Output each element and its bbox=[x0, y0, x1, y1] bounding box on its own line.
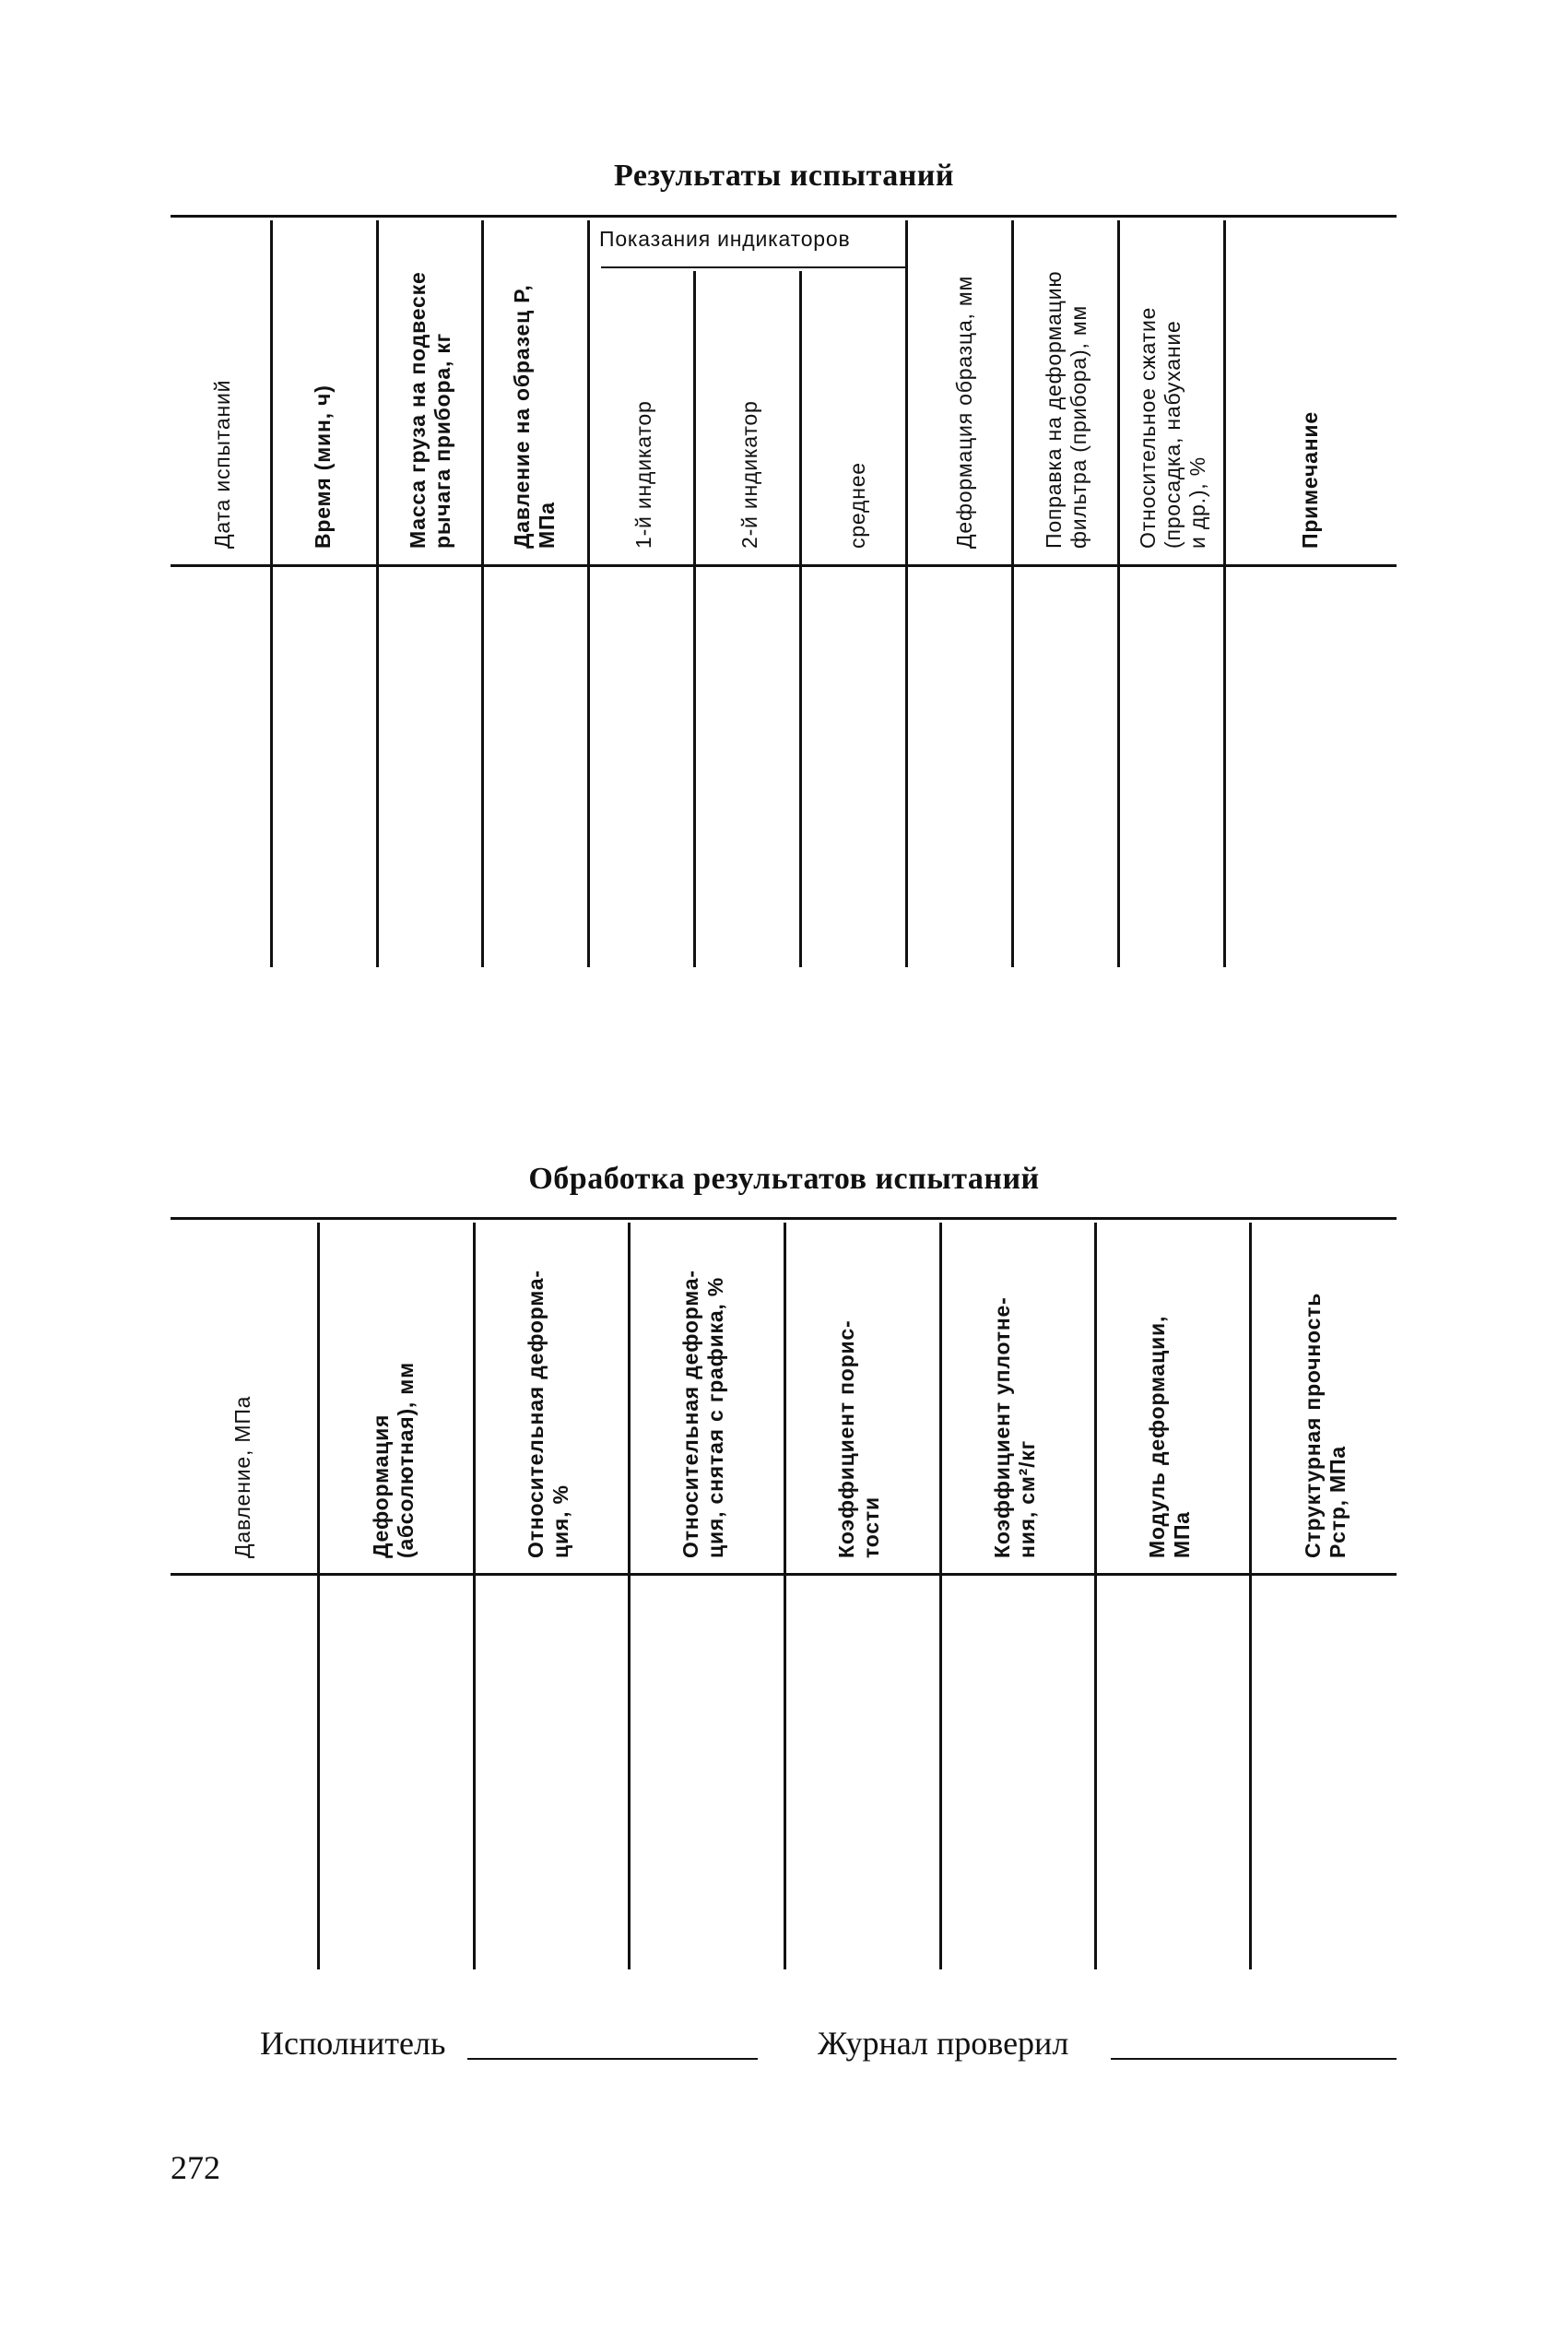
table2-col-relative-deformation: Относительная деформа- ция, % bbox=[524, 1270, 572, 1558]
table2-col-compaction: Коэффициент уплотне- ния, см²/кг bbox=[990, 1296, 1039, 1558]
table1-col-divider bbox=[693, 271, 696, 967]
table2-col-relative-deformation-graph: Относительная деформа- ция, снятая с графика, % bbox=[678, 1270, 727, 1558]
table1-col-divider bbox=[799, 271, 802, 967]
table2-top-rule bbox=[171, 1217, 1397, 1220]
table1-col-correction: Поправка на деформацию фильтра (прибора), мм bbox=[1042, 270, 1091, 549]
table2-col-divider bbox=[939, 1223, 942, 1969]
table2-col-divider bbox=[1249, 1223, 1252, 1969]
table1-col-indicator-2: 2-й индикатор bbox=[737, 400, 761, 549]
table2-col-modulus: Модуль деформации, МПа bbox=[1145, 1315, 1194, 1558]
table2-col-porosity: Коэффициент порис- тости bbox=[834, 1319, 883, 1558]
table1-group-header: Показания индикаторов bbox=[599, 227, 851, 251]
table2-col-divider bbox=[317, 1223, 320, 1969]
table2-col-absolute-deformation: Деформация (абсолютная), мм bbox=[369, 1362, 418, 1558]
table1-col-note: Примечание bbox=[1298, 411, 1322, 549]
table2-col-divider bbox=[1094, 1223, 1097, 1969]
table1-col-relative-compression: Относительное сжатие (просадка, набухание и др.), % bbox=[1136, 306, 1209, 549]
executor-label: Исполнитель bbox=[260, 2025, 446, 2062]
table2-col-divider bbox=[628, 1223, 631, 1969]
table1-col-deformation: Деформация образца, мм bbox=[952, 275, 976, 549]
table1-col-divider bbox=[270, 220, 273, 967]
table1-col-load-mass: Масса груза на подвеске рычага прибора, кг bbox=[406, 271, 454, 549]
table1-col-divider bbox=[905, 220, 908, 967]
table1-col-divider bbox=[1011, 220, 1014, 967]
table1-col-indicator-1: 1-й индикатор bbox=[631, 400, 655, 549]
table1-group-rule bbox=[601, 266, 905, 268]
table2-col-structural-strength: Структурная прочность Pстр, МПа bbox=[1301, 1292, 1350, 1558]
table1-col-divider bbox=[376, 220, 379, 967]
table2-col-pressure: Давление, МПа bbox=[230, 1395, 254, 1558]
table1-col-divider bbox=[587, 220, 590, 967]
checked-signature-line bbox=[1111, 2058, 1397, 2060]
table1-title: Результаты испытаний bbox=[614, 159, 954, 193]
table1-col-average: среднее bbox=[845, 462, 869, 549]
table1-header-rule bbox=[171, 564, 1397, 567]
table1-col-time: Время (мин, ч) bbox=[311, 384, 335, 549]
table1-col-divider bbox=[1223, 220, 1226, 967]
table2-col-divider bbox=[784, 1223, 786, 1969]
table1-col-divider bbox=[1117, 220, 1120, 967]
table1-col-date: Дата испытаний bbox=[210, 379, 234, 549]
page-number: 272 bbox=[171, 2149, 220, 2186]
table1-col-pressure: Давление на образец P, МПа bbox=[510, 284, 559, 549]
executor-signature-line bbox=[467, 2058, 758, 2060]
table1-col-divider bbox=[481, 220, 484, 967]
checked-label: Журнал проверил bbox=[818, 2025, 1069, 2062]
table2-title: Обработка результатов испытаний bbox=[528, 1162, 1040, 1196]
table2-col-divider bbox=[473, 1223, 476, 1969]
table1-top-rule bbox=[171, 215, 1397, 218]
